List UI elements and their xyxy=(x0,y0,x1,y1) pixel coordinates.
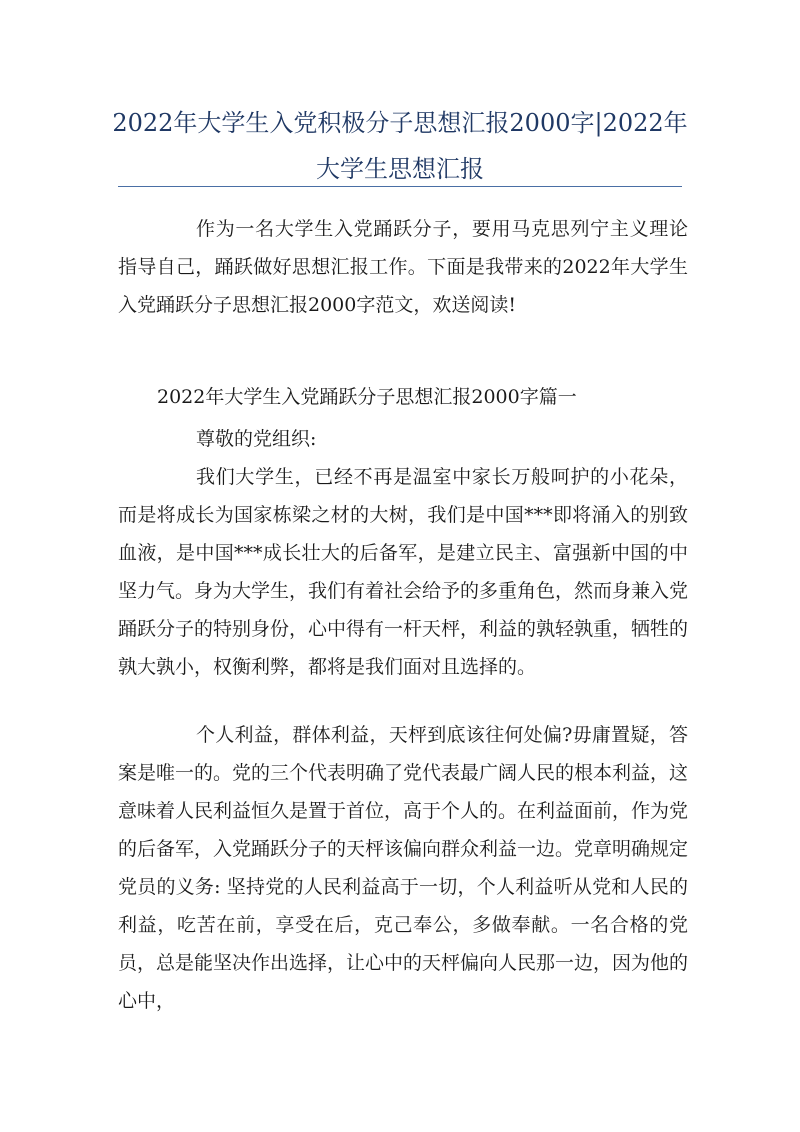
title-divider xyxy=(118,186,682,187)
document-title: 2022年大学生入党积极分子思想汇报2000字|2022年大学生思想汇报 xyxy=(112,109,688,183)
greeting: 尊敬的党组织: xyxy=(196,428,317,450)
body-paragraph-1: 我们大学生，已经不再是温室中家长万般呵护的小花朵，而是将成长为国家栋梁之材的大树，我们是中国***即将涌入的别致血液，是中国***成长壮大的后备军，是建立民主、富强新中国的中坚力气。身为大学生，我们有着社会给予的多重角色，然而身兼入党踊跃分子的特别身份，心中得有一杆天枰，利益的孰轻孰重，牺牲的孰大孰小，权衡利弊，都将是我们面对且选择的。 xyxy=(118,466,689,678)
intro-paragraph: 作为一名大学生入党踊跃分子，要用马克思列宁主义理论指导自己，踊跃做好思想汇报工作。下面是我带来的2022年大学生入党踊跃分子思想汇报2000字范文，欢送阅读! xyxy=(118,218,688,316)
section-heading: 2022年大学生入党踊跃分子思想汇报2000字篇一 xyxy=(157,386,577,408)
body-paragraph-2: 个人利益，群体利益，天枰到底该往何处偏?毋庸置疑，答案是唯一的。党的三个代表明确了党代表最广阔人民的根本利益，这意味着人民利益恒久是置于首位，高于个人的。在利益面前，作为党的后备军，入党踊跃分子的天枰该偏向群众利益一边。党章明确规定党员的义务: 坚持党的人民利益高于一切，个人利益听从党和人民的利益，吃苦在前，享受在后，克己奉公，多做奉献。一名合格的党员，总是能坚决作出选择，让心中的天枰偏向人民那一边，因为他的心中， xyxy=(118,724,689,1012)
